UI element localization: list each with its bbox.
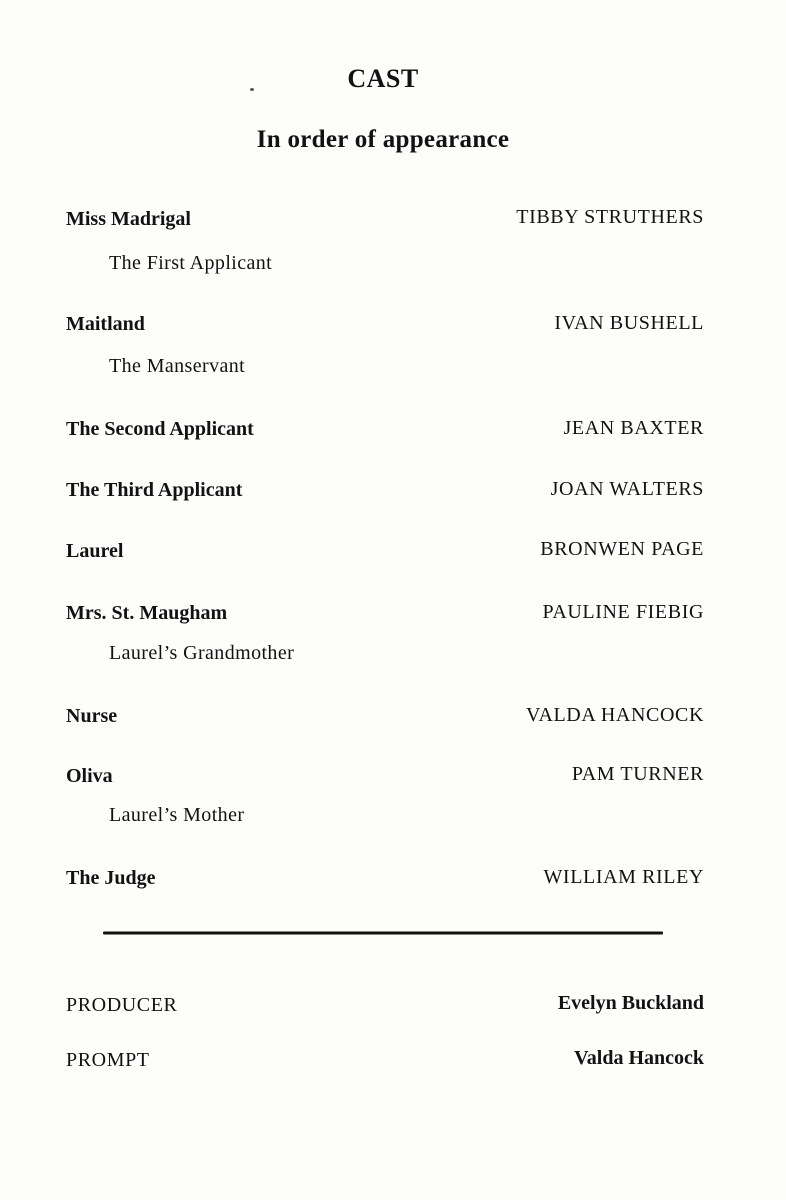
role-description: Laurel’s Grandmother (109, 642, 295, 664)
actor-name: WILLIAM RILEY (543, 866, 704, 888)
role-description: The First Applicant (109, 252, 273, 274)
actor-name: JEAN BAXTER (563, 417, 704, 439)
role-name: Miss Madrigal (66, 208, 191, 230)
role-name: Maitland (66, 313, 145, 335)
actor-name: VALDA HANCOCK (525, 704, 704, 726)
actor-name: BRONWEN PAGE (540, 538, 704, 560)
crew-role: PROMPT (66, 1049, 150, 1071)
crew-name: Valda Hancock (574, 1047, 704, 1069)
role-name: Nurse (66, 705, 118, 727)
page-title: CAST (347, 64, 419, 93)
role-name: The Second Applicant (66, 418, 254, 440)
role-name: Oliva (66, 765, 113, 787)
role-description: The Manservant (109, 355, 246, 377)
role-name: The Third Applicant (66, 479, 243, 501)
crew-role: PRODUCER (66, 994, 178, 1016)
actor-name: IVAN BUSHELL (554, 312, 704, 334)
crew-name: Evelyn Buckland (557, 992, 704, 1014)
actor-name: PAM TURNER (571, 763, 704, 785)
role-name: Laurel (66, 540, 124, 562)
page-subtitle: In order of appearance (256, 126, 510, 153)
role-name: Mrs. St. Maugham (66, 602, 228, 624)
actor-name: PAULINE FIEBIG (542, 601, 704, 623)
actor-name: JOAN WALTERS (550, 478, 704, 500)
divider-rule (103, 931, 663, 935)
role-description: Laurel’s Mother (109, 804, 245, 826)
role-name: The Judge (66, 867, 156, 889)
actor-name: TIBBY STRUTHERS (516, 206, 704, 228)
